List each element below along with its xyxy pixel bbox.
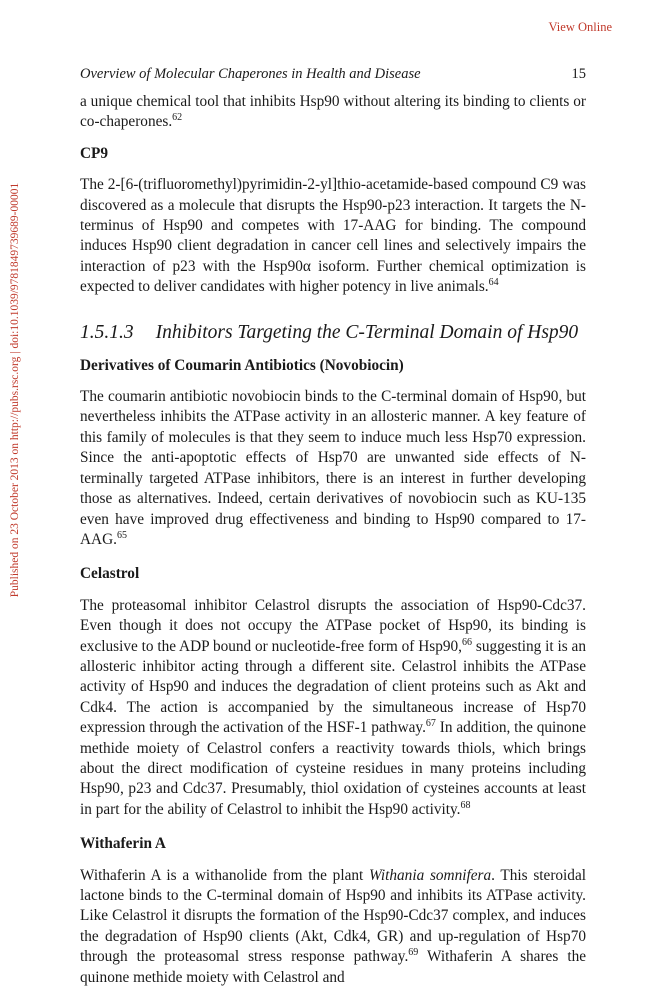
citation-ref: 66 [462, 636, 473, 648]
coumarin-text: The coumarin antibiotic novobiocin binds to the C-terminal domain of Hsp90, but nevertheless inhibits the ATPase activity in an allosteric manner. A key feature of this family of molecules is that they seem to induce much less Hsp70 expression. Since the anti-apoptotic effects of Hsp70 are unwanted side effects of N-terminally targeted ATPase inhibitors, there is an interest in further developing those as alternatives. Indeed, certain derivatives of novobiocin such as KU-135 even have improved drug effectiveness and binding to Hsp90 compared to 17-AAG. [80, 388, 586, 548]
citation-ref: 68 [460, 799, 471, 811]
cp9-paragraph [80, 175, 586, 297]
citation-ref: 69 [408, 947, 419, 959]
withaferin-paragraph [80, 866, 586, 988]
citation-ref: 65 [116, 529, 127, 541]
cp9-heading: CP9 [80, 144, 109, 162]
celastrol-heading: Celastrol [80, 565, 140, 583]
section-heading [80, 321, 586, 345]
intro-paragraph [80, 92, 586, 133]
coumarin-paragraph [80, 387, 586, 550]
coumarin-heading: Derivatives of Coumarin Antibiotics (Novobiocin) [80, 356, 404, 374]
withaferin-text: Withaferin A shares the quinone methide moiety with Celastrol and [80, 948, 587, 986]
celastrol-text: suggesting it is an allosteric inhibitor acting through a different site. Celastrol inhibits the ATPase activity of Hsp90 and induces the degradation of client proteins such as Akt and Cdk4. The action is accompanied by the simultaneous increase of Hsp70 expression through the activation of the HSF-1 pathway. [80, 637, 586, 737]
species-name: Withania somnifera [368, 866, 492, 884]
cp9-text: The 2-[6-(trifluoromethyl)pyrimidin-2-yl]thio-acetamide-based compound C9 was discovered as a molecule that disrupts the Hsp90-p23 interaction. It targets the N-terminus of Hsp90 and competes with 17-AAG for binding. The compound induces Hsp90 client degradation in cancer cell lines and selectively impairs the interaction of p23 with the Hsp90α isoform. Further chemical optimization is expected to deliver candidates with higher potency in live animals. [80, 176, 586, 296]
running-title: Overview of Molecular Chaperones in Health and Disease [80, 66, 421, 82]
citation-ref: 62 [172, 112, 183, 124]
citation-ref: 64 [488, 277, 499, 289]
page-body [80, 92, 586, 988]
section-number: 1.5.1.3 [80, 321, 134, 343]
running-header [80, 66, 586, 83]
section-title: Inhibitors Targeting the C-Terminal Domain of Hsp90 [155, 321, 579, 343]
withaferin-text: . This steroidal lactone binds to the C-terminal domain of Hsp90 and inhibits its ATPase activity. Like Celastrol it disrupts the formation of the Hsp90-Cdc37 complex, and induces the degradation of Hsp90 clients (Akt, Cdk4, GR) and up-regulation of Hsp70 through the proteasomal stress response pathway. [80, 866, 586, 966]
intro-text: a unique chemical tool that inhibits Hsp90 without altering its binding to clients or co-chaperones. [80, 93, 586, 131]
view-online-link[interactable]: View Online [548, 20, 612, 34]
citation-ref: 67 [425, 718, 436, 730]
celastrol-text: In addition, the quinone methide moiety of Celastrol confers a reactivity towards thiols, which brings about the direct modification of cysteine residues in many proteins including Hsp90, p23 and Cdc37. Presumably, thiol oxidation of cysteines accounts at least in part for the ability of Celastrol to inhibit the Hsp90 activity. [80, 719, 587, 818]
publication-sidebar [2, 155, 28, 625]
withaferin-text: Withaferin A is a withanolide from the plant [80, 866, 369, 884]
celastrol-paragraph [80, 596, 586, 820]
withaferin-heading: Withaferin A [80, 835, 166, 853]
publication-info-text[interactable]: Published on 23 October 2013 on http://pubs.rsc.org | doi:10.1039/9781849739689-00001 [9, 182, 21, 598]
celastrol-text: The proteasomal inhibitor Celastrol disrupts the association of Hsp90-Cdc37. Even though it does not occupy the ATPase pocket of Hsp90, its binding is exclusive to the ADP bound or nucleotide-free form of Hsp90, [80, 596, 586, 655]
page-number: 15 [571, 66, 586, 82]
